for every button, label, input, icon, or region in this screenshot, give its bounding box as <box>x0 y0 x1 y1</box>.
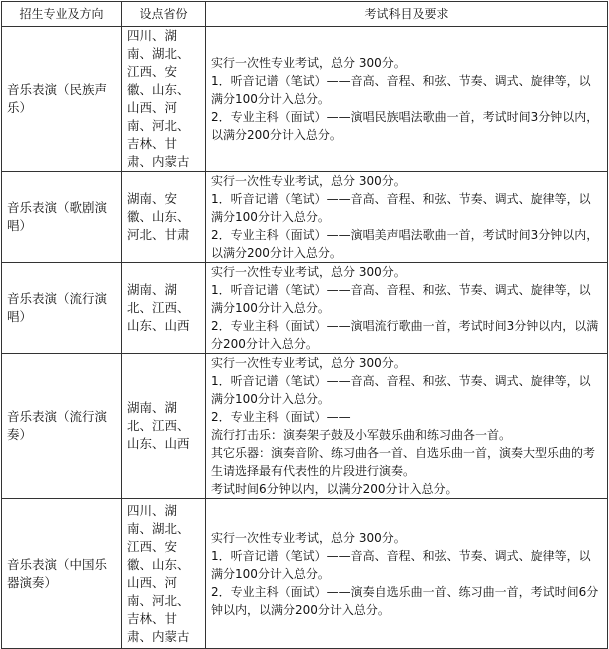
req-line: 其它乐器：演奏音阶、练习曲各一首、自选乐曲一首，演奏大型乐曲的考生请选择最有代表性的片段进行演奏。 <box>211 446 596 478</box>
req-line: 1．听音记谱（笔试）——音高、音程、和弦、节奏、调式、旋律等，以满分100分计入总分。 <box>211 283 591 315</box>
req-line: 2．专业主科（面试）—— <box>211 410 351 424</box>
major-cell: 音乐表演（流行演唱） <box>2 263 122 354</box>
req-line: 2．专业主科（面试）——演唱民族唱法歌曲一首，考试时间3分钟以内，以满分200分计入总分。 <box>211 110 599 142</box>
req-line: 实行一次性专业考试，总分 300分。 <box>211 265 406 279</box>
major-cell: 音乐表演（民族声乐） <box>2 27 122 172</box>
requirements-cell <box>206 172 608 263</box>
table-row <box>2 27 608 172</box>
req-line: 实行一次性专业考试，总分 300分。 <box>211 56 406 70</box>
req-line: 实行一次性专业考试，总分 300分。 <box>211 530 406 545</box>
table-row <box>2 172 608 263</box>
req-line: 1．听音记谱（笔试）——音高、音程、和弦、节奏、调式、旋律等，以满分100分计入总分。 <box>211 192 591 224</box>
requirements-cell <box>206 354 608 499</box>
req-line: 1．听音记谱（笔试）——音高、音程、和弦、节奏、调式、旋律等，以满分100分计入总分。 <box>211 74 591 106</box>
requirements-cell <box>206 499 608 649</box>
provinces-cell: 湖南、湖北、江西、山东、山西 <box>122 263 206 354</box>
req-line: 2．专业主科（面试）——演唱美声唱法歌曲一首，考试时间3分钟以内，以满分200分计入总分。 <box>211 228 599 260</box>
req-line: 实行一次性专业考试，总分 300分。 <box>211 174 406 188</box>
major-cell: 音乐表演（流行演奏） <box>2 354 122 499</box>
header-requirements: 考试科目及要求 <box>206 2 608 27</box>
req-line: 流行打击乐：演奏架子鼓及小军鼓乐曲和练习曲各一首。 <box>211 428 512 442</box>
table-row <box>2 354 608 499</box>
provinces-cell: 四川、湖南、湖北、江西、安徽、山东、山西、河南、河北、吉林、甘肃、内蒙古 <box>122 27 206 172</box>
table-row <box>2 263 608 354</box>
major-cell: 音乐表演（歌剧演唱） <box>2 172 122 263</box>
header-provinces: 设点省份 <box>122 2 206 27</box>
table-header-row <box>2 2 608 27</box>
header-major: 招生专业及方向 <box>2 2 122 27</box>
exam-requirements-table <box>1 1 608 649</box>
table-row <box>2 499 608 649</box>
requirements-cell <box>206 27 608 172</box>
major-cell: 音乐表演（中国乐器演奏） <box>2 499 122 649</box>
provinces-cell: 四川、湖南、湖北、江西、安徽、山东、山西、河南、河北、吉林、甘肃、内蒙古 <box>122 499 206 649</box>
requirements-cell <box>206 263 608 354</box>
req-line: 2．专业主科（面试）——演奏自选乐曲一首、练习曲一首，考试时间6分钟以内，以满分200分计入总分。 <box>211 584 599 617</box>
provinces-cell: 湖南、湖北、江西、山东、山西 <box>122 354 206 499</box>
req-line: 考试时间6分钟以内，以满分200分计入总分。 <box>211 482 458 496</box>
req-line: 2．专业主科（面试）——演唱流行歌曲一首，考试时间3分钟以内，以满分200分计入总分。 <box>211 319 599 351</box>
req-line: 实行一次性专业考试，总分 300分。 <box>211 356 406 370</box>
req-line: 1．听音记谱（笔试）——音高、音程、和弦、节奏、调式、旋律等，以满分100分计入总分。 <box>211 548 591 581</box>
req-line: 1．听音记谱（笔试）——音高、音程、和弦、节奏、调式、旋律等，以满分100分计入总分。 <box>211 374 591 406</box>
provinces-cell: 湖南、安徽、山东、河北、甘肃 <box>122 172 206 263</box>
